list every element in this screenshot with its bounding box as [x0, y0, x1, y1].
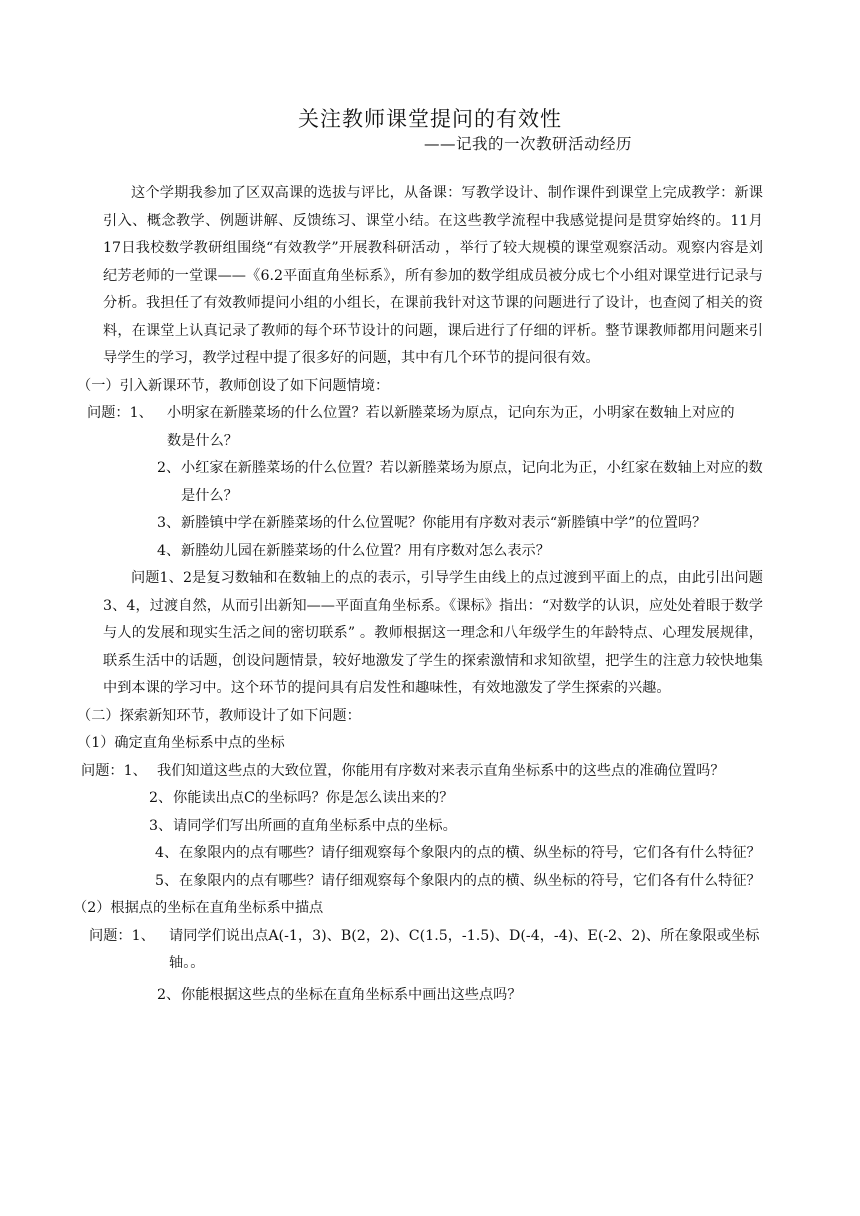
question-number: 4、	[155, 845, 179, 861]
question-text: 新塍幼儿园在新塍菜场的什么位置？用有序数对怎么表示？	[181, 542, 550, 559]
question-number: 5、	[155, 872, 179, 889]
document-body	[73, 180, 763, 1009]
section2-draw-question-1	[89, 923, 763, 978]
question-text: 在象限内的点有哪些？请仔细观察每个象限内的点的横、纵坐标的符号，它们各有什么特征？	[179, 872, 761, 889]
document-subtitle: ——记我的一次教研活动经历	[424, 135, 633, 153]
section2-subheading-1: （1）确定直角坐标系中点的坐标	[77, 735, 285, 751]
question-text: 新塍镇中学在新塍菜场的什么位置呢？你能用有序数对表示“新塍镇中学”的位置吗？	[181, 515, 707, 531]
section1-question-4	[103, 538, 763, 566]
section1-question-3	[103, 510, 763, 538]
question-text: 你能根据这些点的坐标在直角坐标系中画出这些点吗？	[181, 986, 522, 1003]
section2-question-1	[81, 758, 763, 786]
section1-analysis: 问题1、2是复习数轴和在数轴上的点的表示，引导学生由线上的点过渡到平面上的点，由此引出问题3、4，过渡自然，从而引出新知——平面直角坐标系。《课标》指出：“对数学的认识，应处处着眼于数学与人的发展和现实生活之间的密切联系” 。教师根据这一理念和八年级学生的年龄特点、心理发展规律，联系生活中的话题，创设问题情景，较好地激发了学生的探索激情和求知欲望，把学生的注意力较快地集中到本课的学习中。这个环节的提问具有启发性和趣味性，有效地激发了学生探索的兴趣。	[103, 570, 763, 696]
section2-question-4	[103, 840, 763, 868]
section2-question-2	[103, 785, 763, 813]
question-number: 3、	[157, 515, 181, 531]
section2-subheading-2: （2）根据点的坐标在直角坐标系中描点	[73, 900, 324, 916]
document-title: 关注教师课堂提问的有效性	[298, 107, 562, 131]
section2-question-5	[103, 868, 763, 896]
question-text: 小红家在新塍菜场的什么位置？若以新塍菜场为原点，记向北为正，小红家在数轴上对应的数是什么？	[181, 460, 763, 504]
question-text: 我们知道这些点的大致位置，你能用有序数对来表示直角坐标系中的这些点的准确位置吗？	[157, 762, 725, 779]
question-text: 请同学们写出所画的直角坐标系中点的坐标。	[173, 817, 457, 834]
question-number: 2、	[157, 460, 181, 476]
section1-heading: （一）引入新课环节，教师创设了如下问题情境：	[77, 377, 390, 394]
question-number: 问题：1、	[89, 927, 155, 944]
intro-paragraph: 这个学期我参加了区双高课的选拔与评比，从备课：写教学设计、制作课件到课堂上完成教学：新课引入、概念教学、例题讲解、反馈练习、课堂小结。在这些教学流程中我感觉提问是贯穿始终的。11月17日我校数学教研组围绕“有效教学”开展教科研活动 ，举行了较大规模的课堂观察活动。观察内容是刘纪芳老师的一堂课——《6.2平面直角坐标系》，所有参加的数学组成员被分成七个小组对课堂进行记录与分析。我担任了有效教师提问小组的小组长，在课前我针对这节课的问题进行了设计，也查阅了相关的资料，在课堂上认真记录了教师的每个环节设计的问题，课后进行了仔细的评析。整节课教师都用问题来引导学生的学习，教学过程中提了很多好的问题，其中有几个环节的提问很有效。	[103, 185, 763, 366]
section2-draw-question-2	[103, 982, 763, 1010]
question-number: 2、	[149, 790, 173, 806]
section2-question-3	[103, 813, 763, 841]
section2-heading: （二）探索新知环节，教师设计了如下问题：	[77, 707, 361, 724]
question-text: 请同学们说出点A(-1，3)、B(2，2)、C(1.5，-1.5)、D(-4，-4)、E(-2、2)、所在象限或坐标轴。。	[169, 927, 760, 971]
question-number: 问题：1、	[81, 762, 147, 779]
question-text: 你能读出点C的坐标吗？你是怎么读出来的？	[173, 790, 454, 806]
question-number: 4、	[157, 542, 181, 559]
section1-question-2	[103, 455, 763, 510]
question-text: 在象限内的点有哪些？请仔细观察每个象限内的点的横、纵坐标的符号，它们各有什么特征？	[179, 845, 761, 861]
question-number: 3、	[149, 817, 173, 834]
question-number: 2、	[157, 986, 181, 1003]
section1-question-1	[87, 400, 763, 455]
question-text: 小明家在新塍菜场的什么位置？若以新塍菜场为原点，记向东为正，小明家在数轴上对应的数是什么？	[167, 405, 735, 449]
question-number: 问题：1、	[87, 405, 153, 421]
